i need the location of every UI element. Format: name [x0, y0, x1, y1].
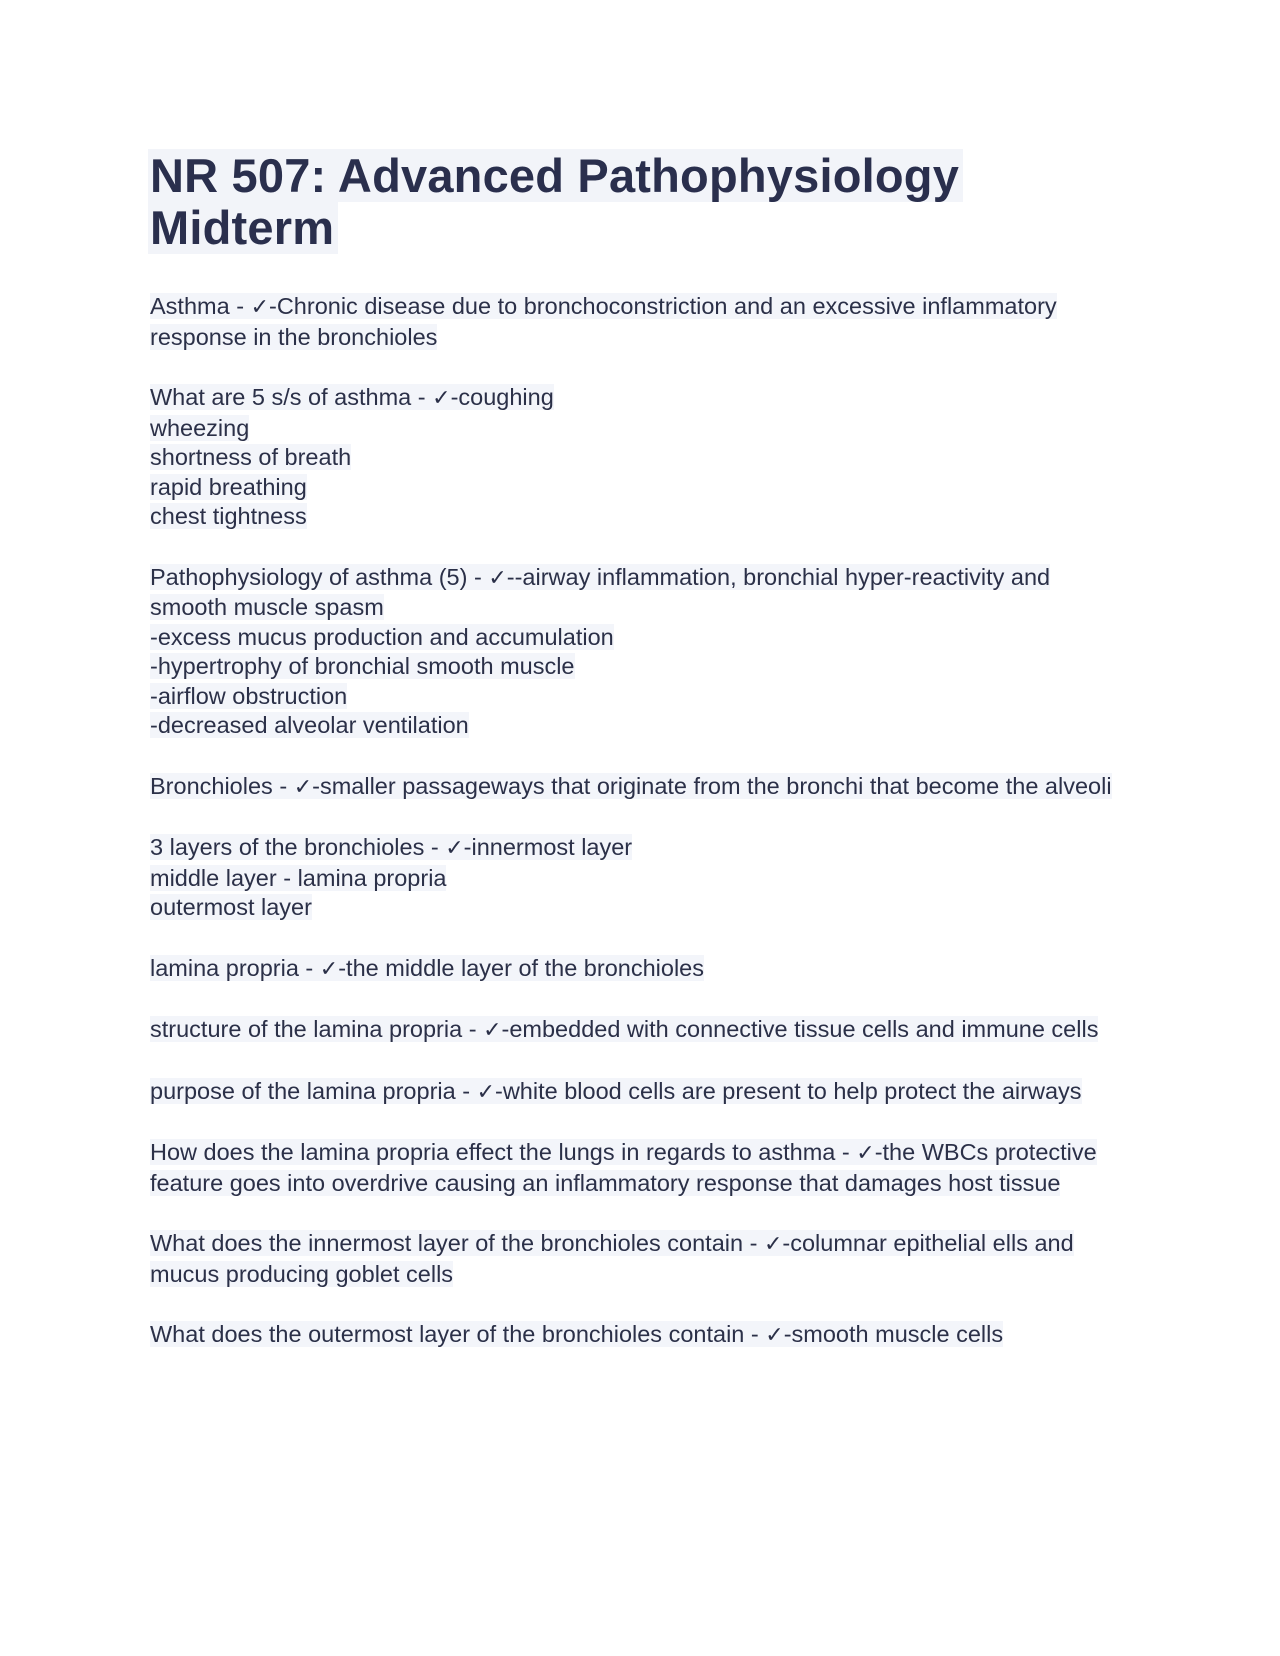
qa-answer-line — [150, 893, 1130, 923]
qa-first-line — [150, 292, 1130, 352]
qa-answer-line: -white blood cells are present to help protect the airways — [495, 1077, 1082, 1104]
qa-first-line — [150, 1077, 1130, 1108]
qa-answer-line — [150, 864, 1130, 894]
term-separator: - — [229, 293, 251, 319]
check-icon: ✓ — [856, 1141, 875, 1166]
term-separator: - — [455, 1077, 477, 1104]
highlighted-text — [150, 1321, 1003, 1347]
highlighted-text — [150, 1139, 1097, 1196]
title-block — [148, 150, 1132, 253]
qa-term: lamina propria — [150, 954, 299, 981]
qa-answer-line — [150, 473, 1130, 503]
term-separator: - — [744, 1321, 766, 1347]
qa-first-line — [150, 563, 1130, 623]
qa-answer-line — [150, 502, 1130, 532]
highlighted-text — [150, 564, 1050, 621]
check-icon: ✓ — [488, 565, 507, 591]
term-separator: - — [467, 563, 489, 590]
qa-answer-line — [150, 711, 1130, 741]
check-icon: ✓ — [293, 774, 313, 800]
check-icon: ✓ — [250, 295, 269, 320]
check-icon: ✓ — [445, 836, 464, 861]
qa-answer-line: -the middle layer of the bronchioles — [338, 954, 704, 981]
term-separator: - — [462, 1016, 484, 1042]
term-separator: - — [424, 834, 446, 860]
qa-answer-line: -embedded with connective tissue cells and immune cells — [501, 1016, 1099, 1042]
qa-answer-line: -the WBCs protective feature goes into overdrive causing an inflammatory response that damages host tissue — [150, 1139, 1097, 1196]
qa-term: 3 layers of the bronchioles — [150, 834, 425, 860]
check-icon: ✓ — [765, 1323, 784, 1348]
qa-entry — [150, 1320, 1130, 1351]
qa-answer-line: -innermost layer — [463, 834, 633, 860]
qa-term: Pathophysiology of asthma (5) — [150, 563, 468, 590]
check-icon: ✓ — [763, 1232, 783, 1257]
highlighted-text: -airflow obstruction — [150, 682, 348, 709]
term-separator: - — [272, 772, 294, 799]
highlighted-text — [150, 1230, 1074, 1287]
page-title: NR 507: Advanced Pathophysiology Midterm — [148, 149, 963, 254]
qa-first-line — [150, 1015, 1130, 1046]
qa-answer-line: -columnar epithelial ells and mucus producing goblet cells — [150, 1230, 1074, 1287]
qa-answer-line: -coughing — [450, 384, 554, 410]
highlighted-text: rapid breathing — [150, 473, 307, 500]
qa-answer-line: --airway inflammation, bronchial hyper-reactivity and smooth muscle spasm — [150, 563, 1051, 620]
qa-entry — [150, 1138, 1130, 1198]
highlighted-text — [150, 955, 704, 981]
highlighted-text — [150, 773, 1112, 799]
qa-entry — [150, 772, 1130, 803]
qa-term: purpose of the lamina propria — [150, 1077, 456, 1104]
term-separator: - — [743, 1230, 764, 1256]
qa-term: What does the innermost layer of the bronchioles contain — [150, 1230, 744, 1256]
qa-answer-line: -Chronic disease due to bronchoconstriction and an excessive inflammatory response in the bronchioles — [150, 293, 1057, 350]
highlighted-text — [150, 1016, 1098, 1042]
qa-answer-line — [150, 652, 1130, 682]
qa-entry — [150, 1015, 1130, 1046]
check-icon: ✓ — [319, 956, 339, 982]
qa-answer-line: -smooth muscle cells — [783, 1321, 1004, 1347]
qa-entry — [150, 1077, 1130, 1108]
check-icon: ✓ — [483, 1018, 502, 1043]
check-icon: ✓ — [476, 1079, 496, 1105]
qa-first-line — [150, 383, 1130, 414]
qa-answer-line — [150, 682, 1130, 712]
qa-term: What are 5 s/s of asthma — [150, 384, 412, 410]
term-separator: - — [411, 384, 433, 410]
qa-first-line — [150, 954, 1130, 985]
qa-entry — [150, 1229, 1130, 1289]
highlighted-text — [150, 293, 1057, 350]
highlighted-text: chest tightness — [150, 503, 307, 529]
highlighted-text — [150, 1078, 1082, 1104]
qa-answer-line — [150, 414, 1130, 444]
qa-term: Bronchioles — [150, 772, 273, 799]
qa-first-line — [150, 1229, 1130, 1289]
qa-term: What does the outermost layer of the bronchioles contain — [150, 1321, 745, 1347]
qa-entry — [150, 833, 1130, 923]
qa-entry — [150, 954, 1130, 985]
qa-term: How does the lamina propria effect the lungs in regards to asthma — [150, 1139, 836, 1165]
qa-answer-line — [150, 623, 1130, 653]
qa-first-line — [150, 1320, 1130, 1351]
qa-term: Asthma — [150, 293, 230, 319]
highlighted-text: middle layer - lamina propria — [150, 864, 447, 891]
qa-term: structure of the lamina propria — [150, 1016, 463, 1042]
highlighted-text: -hypertrophy of bronchial smooth muscle — [150, 653, 575, 679]
term-separator: - — [835, 1139, 857, 1165]
qa-entry — [150, 383, 1130, 532]
qa-entry — [150, 563, 1130, 741]
highlighted-text: wheezing — [150, 414, 250, 441]
qa-answer-line — [150, 443, 1130, 473]
highlighted-text: outermost layer — [150, 894, 312, 920]
check-icon: ✓ — [432, 386, 451, 411]
qa-entry — [150, 292, 1130, 352]
highlighted-text: shortness of breath — [150, 444, 352, 470]
qa-first-line — [150, 833, 1130, 864]
qa-answer-line: -smaller passageways that originate from the bronchi that become the alveoli — [312, 772, 1112, 799]
qa-list — [150, 292, 1130, 1351]
highlighted-text: -decreased alveolar ventilation — [150, 712, 469, 738]
highlighted-text — [150, 834, 632, 860]
highlighted-text: -excess mucus production and accumulation — [150, 623, 614, 650]
highlighted-text — [150, 384, 554, 410]
qa-first-line — [150, 772, 1130, 803]
qa-first-line — [150, 1138, 1130, 1198]
term-separator: - — [298, 954, 320, 981]
